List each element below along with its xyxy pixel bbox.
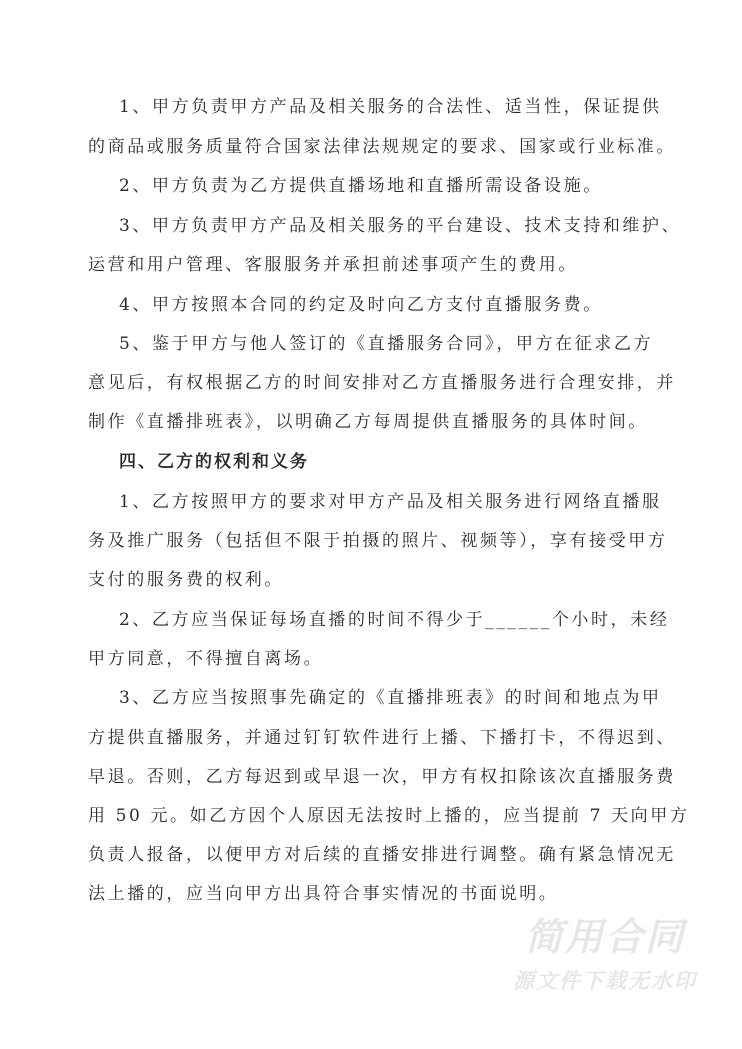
- clause-a2-line-1: 2、甲方负责为乙方提供直播场地和直播所需设备设施。: [119, 176, 603, 196]
- clause-b2-line-1: 2、乙方应当保证每场直播的时间不得少于______个小时，未经: [119, 610, 670, 630]
- clause-a4-line-1: 4、甲方按照本合同的约定及时向乙方支付直播服务费。: [119, 295, 603, 315]
- clause-b1-line-1: 1、乙方按照甲方的要求对甲方产品及相关服务进行网络直播服: [119, 492, 662, 512]
- clause-b2-line-2: 甲方同意，不得擅自离场。: [88, 649, 324, 669]
- clause-b1-line-3: 支付的服务费的权利。: [88, 570, 284, 590]
- clause-a1-line-2: 的商品或服务质量符合国家法律法规规定的要求、国家或行业标准。: [88, 137, 676, 157]
- clause-a5-line-1: 5、鉴于甲方与他人签订的《直播服务合同》，甲方在征求乙方: [119, 334, 654, 354]
- clause-a5-line-2: 意见后，有权根据乙方的时间安排对乙方直播服务进行合理安排，并: [88, 373, 676, 393]
- clause-b3-line-6: 法上播的，应当向甲方出具符合事实情况的书面说明。: [88, 884, 559, 904]
- clause-a3-line-1: 3、甲方负责甲方产品及相关服务的平台建设、技术支持和维护、: [119, 216, 682, 236]
- watermark-title: 简用合同: [524, 915, 685, 959]
- section-heading-party-b-rights: 四、乙方的权利和义务: [119, 452, 309, 472]
- clause-b3-line-1: 3、乙方应当按照事先确定的《直播排班表》的时间和地点为甲: [119, 688, 662, 708]
- clause-b3-line-4: 用 50 元。如乙方因个人原因无法按时上播的，应当提前 7 天向甲方: [88, 806, 690, 826]
- clause-b3-line-2: 方提供直播服务，并通过钉钉软件进行上播、下播打卡，不得迟到、: [88, 728, 676, 748]
- clause-b3-line-5: 负责人报备，以便甲方对后续的直播安排进行调整。确有紧急情况无: [88, 845, 676, 865]
- clause-b3-line-3: 早退。否则，乙方每迟到或早退一次，甲方有权扣除该次直播服务费: [88, 767, 676, 787]
- watermark-subtitle: 源文件下载无水印: [513, 969, 697, 993]
- clause-a5-line-3: 制作《直播排班表》，以明确乙方每周提供直播服务的具体时间。: [88, 412, 648, 432]
- clause-b1-line-2: 务及推广服务（包括但不限于拍摄的照片、视频等），享有接受甲方: [88, 531, 668, 551]
- clause-a1-line-1: 1、甲方负责甲方产品及相关服务的合法性、适当性，保证提供: [119, 97, 662, 117]
- clause-a3-line-2: 运营和用户管理、客服服务并承担前述事项产生的费用。: [88, 255, 578, 275]
- watermark: [500, 915, 710, 995]
